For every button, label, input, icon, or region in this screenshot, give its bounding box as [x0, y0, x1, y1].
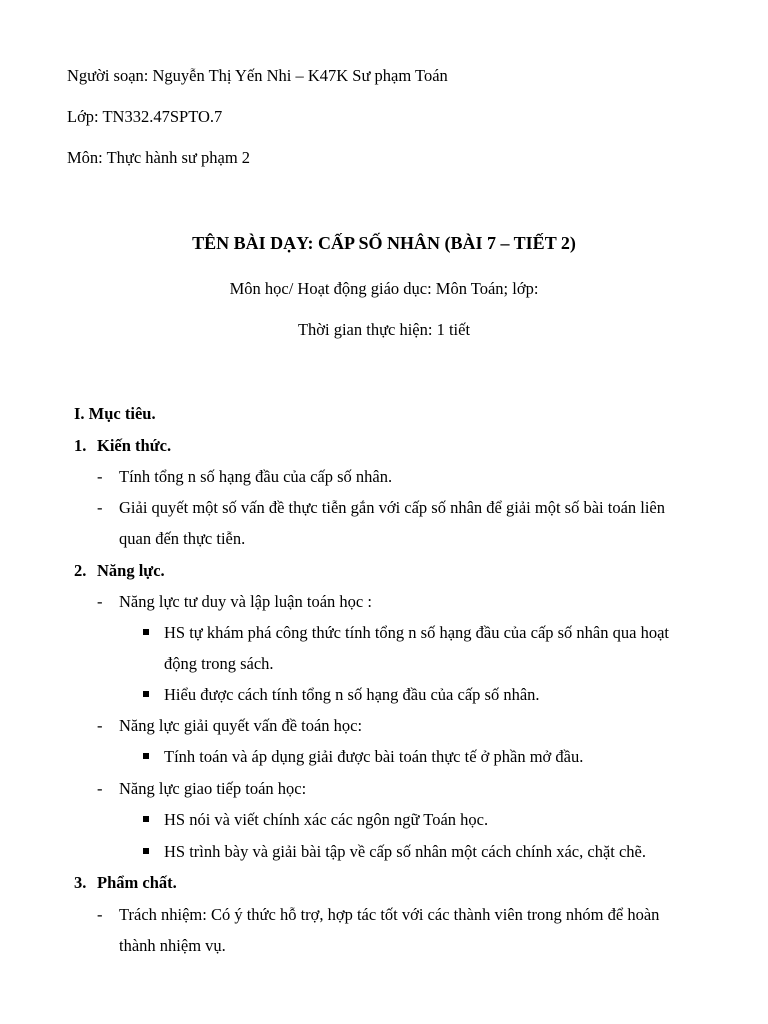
dash-bullet: - [97, 592, 103, 611]
square-bullet-icon [143, 753, 149, 759]
square-bullet-icon [143, 629, 149, 635]
lesson-title: TÊN BÀI DẠY: CẤP SỐ NHÂN (BÀI 7 – TIẾT 2) [192, 233, 576, 253]
thinking-item: HS tự khám phá công thức tính tổng n số hạng đầu của cấp số nhân qua hoạt [164, 623, 669, 642]
subject-line: Môn: Thực hành sư phạm 2 [67, 148, 251, 167]
competence-heading: Năng lực. [97, 561, 165, 580]
dash-bullet: - [97, 779, 103, 798]
dash-bullet: - [97, 467, 103, 486]
duration-line: Thời gian thực hiện: 1 tiết [297, 320, 471, 339]
dash-bullet: - [97, 498, 103, 517]
qualities-item-continued: thành nhiệm vụ. [119, 936, 226, 955]
problem-solving-item: Tính toán và áp dụng giải được bài toán thực tế ở phần mở đầu. [164, 747, 584, 766]
thinking-competence-label: Năng lực tư duy và lập luận toán học : [119, 592, 372, 611]
dash-bullet: - [97, 905, 103, 924]
knowledge-heading: Kiến thức. [97, 436, 172, 455]
author-line: Người soạn: Nguyễn Thị Yến Nhi – K47K Sư phạm Toán [67, 66, 448, 85]
square-bullet-icon [143, 816, 149, 822]
knowledge-item-continued: quan đến thực tiễn. [119, 529, 246, 548]
qualities-item: Trách nhiệm: Có ý thức hỗ trợ, hợp tác tốt với các thành viên trong nhóm để hoàn [119, 905, 660, 924]
thinking-item: Hiểu được cách tính tổng n số hạng đầu của cấp số nhân. [164, 685, 540, 704]
dash-bullet: - [97, 716, 103, 735]
qualities-number: 3. [74, 873, 87, 892]
thinking-item-continued: động trong sách. [164, 654, 274, 673]
knowledge-item: Tính tổng n số hạng đầu của cấp số nhân. [119, 467, 393, 486]
square-bullet-icon [143, 848, 149, 854]
problem-solving-label: Năng lực giải quyết vấn đề toán học: [119, 716, 363, 735]
communication-label: Năng lực giao tiếp toán học: [119, 779, 307, 798]
knowledge-item: Giải quyết một số vấn đề thực tiễn gắn với cấp số nhân để giải một số bài toán liên [119, 498, 666, 517]
section-objectives-heading: I. Mục tiêu. [74, 404, 156, 423]
class-line: Lớp: TN332.47SPTO.7 [67, 107, 223, 126]
course-line: Môn học/ Hoạt động giáo dục: Môn Toán; lớp: [229, 279, 539, 298]
qualities-heading: Phẩm chất. [97, 873, 177, 892]
knowledge-number: 1. [74, 436, 87, 455]
communication-item: HS nói và viết chính xác các ngôn ngữ Toán học. [164, 810, 489, 829]
communication-item: HS trình bày và giải bài tập về cấp số nhân một cách chính xác, chặt chẽ. [164, 842, 646, 861]
square-bullet-icon [143, 691, 149, 697]
competence-number: 2. [74, 561, 87, 580]
